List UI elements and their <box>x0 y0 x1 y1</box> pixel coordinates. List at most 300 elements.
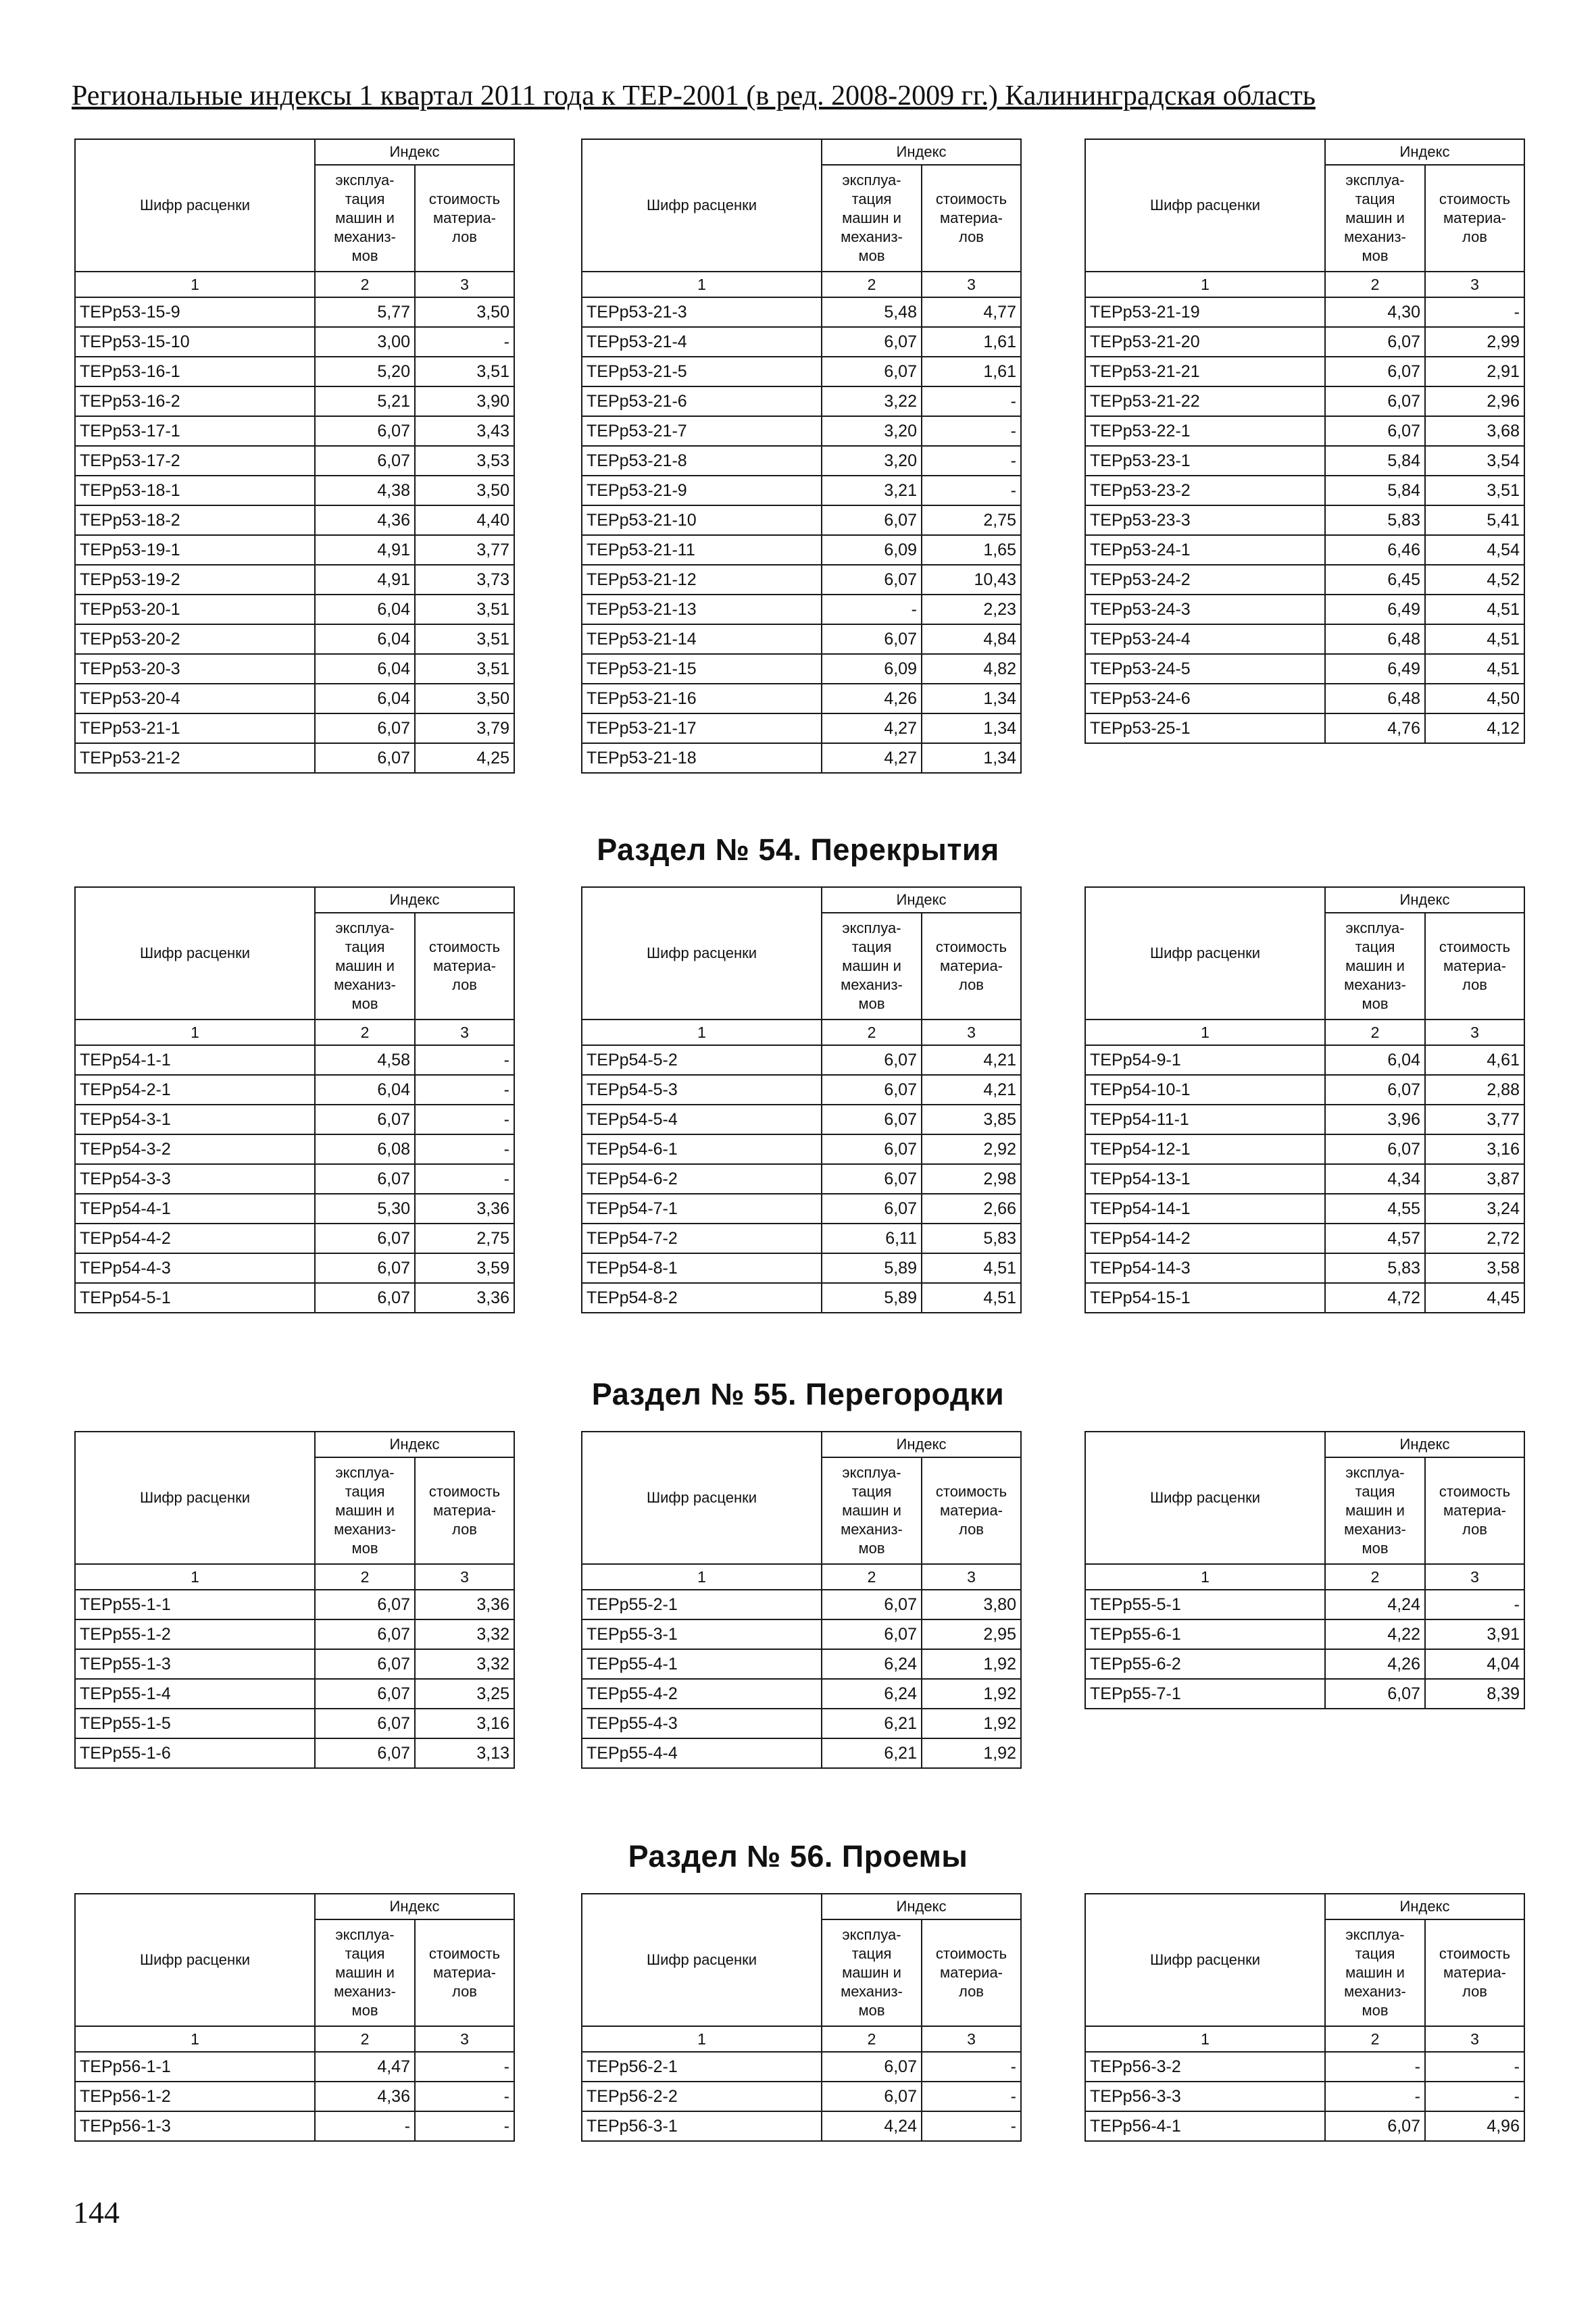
rate-index-table <box>74 886 515 1313</box>
materials-index-cell: 1,61 <box>922 357 1021 386</box>
materials-index-cell: - <box>415 1075 514 1105</box>
materials-index-cell: 1,34 <box>922 684 1021 713</box>
machines-index-cell: 4,26 <box>1325 1649 1425 1679</box>
materials-index-cell: - <box>1425 1590 1524 1619</box>
machines-index-cell: 4,55 <box>1325 1194 1425 1224</box>
machines-index-cell: 6,07 <box>822 327 922 357</box>
rate-code-cell: ТЕРр55-1-5 <box>75 1709 315 1738</box>
table-row <box>75 1075 514 1105</box>
rate-code-cell: ТЕРр54-2-1 <box>75 1075 315 1105</box>
materials-index-cell: - <box>922 476 1021 505</box>
machines-index-cell: 6,04 <box>315 595 415 624</box>
machines-index-cell: 4,24 <box>822 2111 922 2141</box>
materials-index-cell: 2,98 <box>922 1164 1021 1194</box>
table-row <box>582 416 1021 446</box>
rate-code-cell: ТЕРр55-4-2 <box>582 1679 822 1709</box>
table-row <box>582 1164 1021 1194</box>
rate-code-cell: ТЕРр54-13-1 <box>1085 1164 1325 1194</box>
table-row <box>1085 624 1524 654</box>
materials-index-cell: 2,75 <box>922 505 1021 535</box>
rate-code-cell: ТЕРр53-21-19 <box>1085 297 1325 327</box>
table-row <box>582 2082 1021 2111</box>
table-row <box>582 505 1021 535</box>
rate-code-cell: ТЕРр53-21-22 <box>1085 386 1325 416</box>
rate-code-cell: ТЕРр56-3-1 <box>582 2111 822 2141</box>
column-number: 3 <box>922 1564 1021 1590</box>
table-row <box>75 713 514 743</box>
table-row <box>75 743 514 773</box>
machines-index-cell: 6,07 <box>822 1105 922 1134</box>
machines-index-cell: 6,07 <box>822 357 922 386</box>
materials-index-cell: 1,92 <box>922 1679 1021 1709</box>
table-row <box>1085 1164 1524 1194</box>
rate-code-cell: ТЕРр53-21-18 <box>582 743 822 773</box>
rate-code-cell: ТЕРр53-24-6 <box>1085 684 1325 713</box>
code-column-header: Шифр расценки <box>582 1894 822 2026</box>
machines-index-cell: 3,20 <box>822 416 922 446</box>
table-row <box>75 2082 514 2111</box>
rate-code-cell: ТЕРр53-21-14 <box>582 624 822 654</box>
machines-index-cell: 6,07 <box>315 1105 415 1134</box>
table-row <box>75 357 514 386</box>
materials-index-cell: 2,95 <box>922 1619 1021 1649</box>
column-number-row <box>582 1020 1021 1045</box>
rate-code-cell: ТЕРр53-20-4 <box>75 684 315 713</box>
table-row <box>1085 476 1524 505</box>
machines-index-cell: 6,07 <box>822 1164 922 1194</box>
table-row <box>582 297 1021 327</box>
materials-index-cell: 2,88 <box>1425 1075 1524 1105</box>
materials-index-cell: 3,51 <box>1425 476 1524 505</box>
rate-code-cell: ТЕРр54-5-2 <box>582 1045 822 1075</box>
column-number: 1 <box>582 1564 822 1590</box>
machines-index-cell: 6,24 <box>822 1649 922 1679</box>
rate-code-cell: ТЕРр55-1-3 <box>75 1649 315 1679</box>
code-column-header: Шифр расценки <box>1085 887 1325 1020</box>
materials-index-cell: 10,43 <box>922 565 1021 595</box>
table-row <box>75 1283 514 1313</box>
materials-index-cell: 4,96 <box>1425 2111 1524 2141</box>
rate-code-cell: ТЕРр53-21-20 <box>1085 327 1325 357</box>
machines-index-cell: 4,34 <box>1325 1164 1425 1194</box>
rate-code-cell: ТЕРр53-21-12 <box>582 565 822 595</box>
rate-code-cell: ТЕРр54-5-1 <box>75 1283 315 1313</box>
machines-index-cell: 4,24 <box>1325 1590 1425 1619</box>
table-row <box>582 565 1021 595</box>
table-row <box>1085 713 1524 743</box>
header-row <box>75 139 514 165</box>
machines-index-cell: 6,21 <box>822 1738 922 1768</box>
rate-code-cell: ТЕРр53-16-1 <box>75 357 315 386</box>
rate-code-cell: ТЕРр53-19-1 <box>75 535 315 565</box>
column-number: 3 <box>922 272 1021 297</box>
rate-code-cell: ТЕРр53-21-16 <box>582 684 822 713</box>
materials-index-cell: 3,50 <box>415 297 514 327</box>
rate-code-cell: ТЕРр53-25-1 <box>1085 713 1325 743</box>
machines-index-cell: 6,07 <box>315 1709 415 1738</box>
code-column-header: Шифр расценки <box>582 1432 822 1564</box>
machines-column-header: эксплуа- тация машин и механиз- мов <box>1325 1919 1425 2026</box>
materials-index-cell: - <box>922 446 1021 476</box>
table-row <box>1085 357 1524 386</box>
rate-code-cell: ТЕРр53-18-1 <box>75 476 315 505</box>
header-row <box>582 1894 1021 1919</box>
rate-code-cell: ТЕРр53-21-7 <box>582 416 822 446</box>
machines-index-cell: 6,45 <box>1325 565 1425 595</box>
rate-code-cell: ТЕРр53-24-3 <box>1085 595 1325 624</box>
column-number: 1 <box>1085 1020 1325 1045</box>
machines-index-cell: 4,22 <box>1325 1619 1425 1649</box>
materials-index-cell: 1,65 <box>922 535 1021 565</box>
machines-index-cell: 6,07 <box>315 1649 415 1679</box>
machines-index-cell: 6,07 <box>315 743 415 773</box>
machines-column-header: эксплуа- тация машин и механиз- мов <box>315 1457 415 1564</box>
table-row <box>582 446 1021 476</box>
index-column-header: Индекс <box>315 1894 514 1919</box>
rate-code-cell: ТЕРр54-14-1 <box>1085 1194 1325 1224</box>
materials-index-cell: 4,84 <box>922 624 1021 654</box>
materials-index-cell: 2,99 <box>1425 327 1524 357</box>
machines-index-cell: 6,07 <box>822 2082 922 2111</box>
index-column-header: Индекс <box>1325 1432 1524 1457</box>
index-column-header: Индекс <box>315 139 514 165</box>
table-row <box>75 1194 514 1224</box>
rate-index-table <box>581 139 1022 774</box>
materials-index-cell: - <box>415 1134 514 1164</box>
machines-index-cell: 5,89 <box>822 1253 922 1283</box>
column-number: 3 <box>415 1020 514 1045</box>
materials-index-cell: - <box>415 2111 514 2141</box>
table-row <box>75 476 514 505</box>
table-row <box>1085 1105 1524 1134</box>
table-row <box>582 1283 1021 1313</box>
rate-index-table <box>74 1893 515 2142</box>
machines-column-header: эксплуа- тация машин и механиз- мов <box>315 165 415 272</box>
machines-index-cell: 5,84 <box>1325 476 1425 505</box>
column-number-row <box>1085 2026 1524 2052</box>
code-column-header: Шифр расценки <box>75 1432 315 1564</box>
materials-index-cell: 3,91 <box>1425 1619 1524 1649</box>
rate-code-cell: ТЕРр53-20-1 <box>75 595 315 624</box>
column-number: 2 <box>822 272 922 297</box>
column-number-row <box>582 1564 1021 1590</box>
materials-index-cell: 8,39 <box>1425 1679 1524 1709</box>
machines-index-cell: 4,26 <box>822 684 922 713</box>
page-number: 144 <box>73 2195 120 2230</box>
materials-column-header: стоимость материа- лов <box>1425 913 1524 1020</box>
column-number: 2 <box>315 272 415 297</box>
rate-index-table <box>581 886 1022 1313</box>
materials-index-cell: - <box>415 1105 514 1134</box>
rate-code-cell: ТЕРр56-1-2 <box>75 2082 315 2111</box>
column-number: 2 <box>822 2026 922 2052</box>
machines-index-cell: 6,07 <box>315 1619 415 1649</box>
materials-index-cell: 1,34 <box>922 743 1021 773</box>
table-row <box>75 1134 514 1164</box>
rate-code-cell: ТЕРр55-4-4 <box>582 1738 822 1768</box>
machines-index-cell: 6,07 <box>822 2052 922 2082</box>
materials-column-header: стоимость материа- лов <box>922 913 1021 1020</box>
materials-index-cell: 1,92 <box>922 1649 1021 1679</box>
machines-index-cell: 6,09 <box>822 654 922 684</box>
code-column-header: Шифр расценки <box>75 139 315 272</box>
materials-index-cell: 4,51 <box>1425 624 1524 654</box>
rate-index-table <box>1084 1893 1525 2142</box>
materials-index-cell: 3,73 <box>415 565 514 595</box>
column-number: 1 <box>582 272 822 297</box>
machines-index-cell: - <box>1325 2082 1425 2111</box>
column-number: 3 <box>1425 1020 1524 1045</box>
table-row <box>75 1649 514 1679</box>
machines-index-cell: 3,96 <box>1325 1105 1425 1134</box>
table-row <box>1085 327 1524 357</box>
machines-index-cell: 6,07 <box>315 1283 415 1313</box>
rate-code-cell: ТЕРр53-21-11 <box>582 535 822 565</box>
machines-index-cell: 6,07 <box>315 1164 415 1194</box>
rate-code-cell: ТЕРр53-20-3 <box>75 654 315 684</box>
rate-code-cell: ТЕРр54-4-3 <box>75 1253 315 1283</box>
materials-index-cell: - <box>922 2082 1021 2111</box>
materials-index-cell: 3,50 <box>415 684 514 713</box>
materials-index-cell: - <box>415 1164 514 1194</box>
index-column-header: Индекс <box>1325 887 1524 913</box>
machines-index-cell: 6,04 <box>315 654 415 684</box>
table-row <box>1085 1075 1524 1105</box>
rate-code-cell: ТЕРр54-7-2 <box>582 1224 822 1253</box>
machines-index-cell: 6,07 <box>822 1619 922 1649</box>
column-number: 3 <box>922 1020 1021 1045</box>
rate-code-cell: ТЕРр53-15-10 <box>75 327 315 357</box>
machines-index-cell: 6,07 <box>1325 1134 1425 1164</box>
code-column-header: Шифр расценки <box>1085 139 1325 272</box>
machines-index-cell: 6,07 <box>1325 416 1425 446</box>
table-row <box>1085 684 1524 713</box>
materials-index-cell: - <box>922 416 1021 446</box>
machines-column-header: эксплуа- тация машин и механиз- мов <box>822 1457 922 1564</box>
index-column-header: Индекс <box>822 887 1021 913</box>
materials-index-cell: 3,51 <box>415 654 514 684</box>
materials-index-cell: 3,32 <box>415 1619 514 1649</box>
machines-index-cell: 6,04 <box>1325 1045 1425 1075</box>
rate-code-cell: ТЕРр55-5-1 <box>1085 1590 1325 1619</box>
rate-code-cell: ТЕРр54-14-2 <box>1085 1224 1325 1253</box>
table-row <box>75 1224 514 1253</box>
rate-code-cell: ТЕРр53-21-21 <box>1085 357 1325 386</box>
rate-code-cell: ТЕРр54-15-1 <box>1085 1283 1325 1313</box>
materials-index-cell: 2,75 <box>415 1224 514 1253</box>
table-row <box>582 654 1021 684</box>
machines-index-cell: 5,83 <box>1325 505 1425 535</box>
table-row <box>582 1105 1021 1134</box>
column-number: 1 <box>582 2026 822 2052</box>
machines-index-cell: 6,07 <box>315 1224 415 1253</box>
machines-index-cell: 6,04 <box>315 684 415 713</box>
header-row <box>1085 1894 1524 1919</box>
rate-code-cell: ТЕРр53-23-3 <box>1085 505 1325 535</box>
rate-code-cell: ТЕРр53-21-4 <box>582 327 822 357</box>
code-column-header: Шифр расценки <box>75 1894 315 2026</box>
table-row <box>75 1164 514 1194</box>
table-row <box>1085 386 1524 416</box>
machines-index-cell: 6,07 <box>1325 327 1425 357</box>
materials-index-cell: 3,51 <box>415 595 514 624</box>
table-row <box>582 743 1021 773</box>
table-row <box>1085 654 1524 684</box>
machines-index-cell: 6,07 <box>1325 1679 1425 1709</box>
rate-code-cell: ТЕРр55-4-1 <box>582 1649 822 1679</box>
table-row <box>1085 1679 1524 1709</box>
table-row <box>1085 1253 1524 1283</box>
machines-index-cell: 4,36 <box>315 2082 415 2111</box>
table-row <box>1085 1224 1524 1253</box>
table-row <box>1085 1283 1524 1313</box>
section-title: Раздел № 54. Перекрытия <box>597 832 999 867</box>
column-number: 2 <box>315 1020 415 1045</box>
machines-index-cell: 4,36 <box>315 505 415 535</box>
rate-code-cell: ТЕРр54-6-1 <box>582 1134 822 1164</box>
machines-index-cell: 6,24 <box>822 1679 922 1709</box>
machines-index-cell: 6,46 <box>1325 535 1425 565</box>
machines-index-cell: 6,04 <box>315 624 415 654</box>
page-title: Региональные индексы 1 квартал 2011 года к ТЕР-2001 (в ред. 2008-2009 гг.) Калининградская область <box>72 80 1316 111</box>
machines-index-cell: - <box>315 2111 415 2141</box>
column-number-row <box>1085 272 1524 297</box>
code-column-header: Шифр расценки <box>582 887 822 1020</box>
machines-index-cell: 5,83 <box>1325 1253 1425 1283</box>
rate-code-cell: ТЕРр54-14-3 <box>1085 1253 1325 1283</box>
materials-index-cell: 4,50 <box>1425 684 1524 713</box>
column-number-row <box>1085 1020 1524 1045</box>
table-row <box>75 1738 514 1768</box>
machines-index-cell: 5,77 <box>315 297 415 327</box>
materials-index-cell: 4,04 <box>1425 1649 1524 1679</box>
materials-index-cell: 1,92 <box>922 1709 1021 1738</box>
materials-column-header: стоимость материа- лов <box>415 1919 514 2026</box>
column-number-row <box>75 1564 514 1590</box>
index-column-header: Индекс <box>822 1432 1021 1457</box>
rate-index-table <box>1084 139 1525 744</box>
rate-code-cell: ТЕРр56-3-2 <box>1085 2052 1325 2082</box>
rate-code-cell: ТЕРр53-21-6 <box>582 386 822 416</box>
machines-index-cell: 6,09 <box>822 535 922 565</box>
rate-code-cell: ТЕРр53-15-9 <box>75 297 315 327</box>
table-row <box>1085 1045 1524 1075</box>
table-row <box>582 476 1021 505</box>
materials-index-cell: 4,61 <box>1425 1045 1524 1075</box>
column-number: 1 <box>75 2026 315 2052</box>
column-number: 3 <box>1425 1564 1524 1590</box>
machines-index-cell: 6,07 <box>1325 357 1425 386</box>
rate-index-table <box>74 1431 515 1769</box>
materials-index-cell: 3,90 <box>415 386 514 416</box>
rate-code-cell: ТЕРр53-21-3 <box>582 297 822 327</box>
rate-code-cell: ТЕРр53-17-2 <box>75 446 315 476</box>
rate-code-cell: ТЕРр53-20-2 <box>75 624 315 654</box>
column-number-row <box>75 2026 514 2052</box>
machines-column-header: эксплуа- тация машин и механиз- мов <box>1325 913 1425 1020</box>
column-number: 3 <box>1425 2026 1524 2052</box>
column-number: 1 <box>75 1564 315 1590</box>
materials-index-cell: 3,13 <box>415 1738 514 1768</box>
table-row <box>75 1045 514 1075</box>
materials-index-cell: 3,68 <box>1425 416 1524 446</box>
machines-index-cell: 3,22 <box>822 386 922 416</box>
table-row <box>1085 1194 1524 1224</box>
machines-index-cell: 6,48 <box>1325 624 1425 654</box>
rate-code-cell: ТЕРр53-21-13 <box>582 595 822 624</box>
machines-index-cell: 5,48 <box>822 297 922 327</box>
code-column-header: Шифр расценки <box>582 139 822 272</box>
table-row <box>75 327 514 357</box>
machines-index-cell: 5,30 <box>315 1194 415 1224</box>
materials-index-cell: - <box>415 2082 514 2111</box>
materials-index-cell: 2,66 <box>922 1194 1021 1224</box>
machines-index-cell: 6,07 <box>822 1075 922 1105</box>
column-number: 2 <box>822 1020 922 1045</box>
rate-code-cell: ТЕРр53-18-2 <box>75 505 315 535</box>
table-row <box>582 1590 1021 1619</box>
rate-code-cell: ТЕРр53-24-1 <box>1085 535 1325 565</box>
table-row <box>1085 1619 1524 1649</box>
materials-index-cell: 3,16 <box>415 1709 514 1738</box>
rate-code-cell: ТЕРр54-11-1 <box>1085 1105 1325 1134</box>
header-row <box>75 887 514 913</box>
table-row <box>582 1134 1021 1164</box>
machines-index-cell: 6,04 <box>315 1075 415 1105</box>
machines-index-cell: 6,07 <box>315 446 415 476</box>
table-row <box>75 624 514 654</box>
materials-index-cell: 4,21 <box>922 1045 1021 1075</box>
table-row <box>75 1105 514 1134</box>
machines-index-cell: 6,07 <box>822 1045 922 1075</box>
materials-index-cell: 3,85 <box>922 1105 1021 1134</box>
materials-index-cell: 5,83 <box>922 1224 1021 1253</box>
machines-index-cell: 3,21 <box>822 476 922 505</box>
table-row <box>582 1224 1021 1253</box>
header-row <box>582 887 1021 913</box>
header-row <box>582 1432 1021 1457</box>
table-row <box>582 624 1021 654</box>
rate-code-cell: ТЕРр53-23-2 <box>1085 476 1325 505</box>
materials-index-cell: 1,34 <box>922 713 1021 743</box>
table-row <box>75 446 514 476</box>
machines-index-cell: 4,47 <box>315 2052 415 2082</box>
materials-column-header: стоимость материа- лов <box>415 1457 514 1564</box>
table-row <box>1085 1649 1524 1679</box>
materials-index-cell: 4,25 <box>415 743 514 773</box>
rate-code-cell: ТЕРр54-6-2 <box>582 1164 822 1194</box>
column-number: 1 <box>1085 2026 1325 2052</box>
code-column-header: Шифр расценки <box>75 887 315 1020</box>
rate-code-cell: ТЕРр54-10-1 <box>1085 1075 1325 1105</box>
machines-index-cell: 6,07 <box>822 1590 922 1619</box>
materials-index-cell: 3,87 <box>1425 1164 1524 1194</box>
machines-index-cell: 6,21 <box>822 1709 922 1738</box>
rate-code-cell: ТЕРр54-8-1 <box>582 1253 822 1283</box>
materials-column-header: стоимость материа- лов <box>922 165 1021 272</box>
rate-code-cell: ТЕРр55-1-2 <box>75 1619 315 1649</box>
column-number-row <box>582 2026 1021 2052</box>
materials-column-header: стоимость материа- лов <box>922 1919 1021 2026</box>
materials-index-cell: 4,51 <box>1425 654 1524 684</box>
materials-index-cell: - <box>922 386 1021 416</box>
table-row <box>582 1045 1021 1075</box>
machines-index-cell: 6,49 <box>1325 595 1425 624</box>
rate-code-cell: ТЕРр56-2-1 <box>582 2052 822 2082</box>
header-row <box>1085 139 1524 165</box>
rate-code-cell: ТЕРр55-6-2 <box>1085 1649 1325 1679</box>
table-row <box>582 1738 1021 1768</box>
